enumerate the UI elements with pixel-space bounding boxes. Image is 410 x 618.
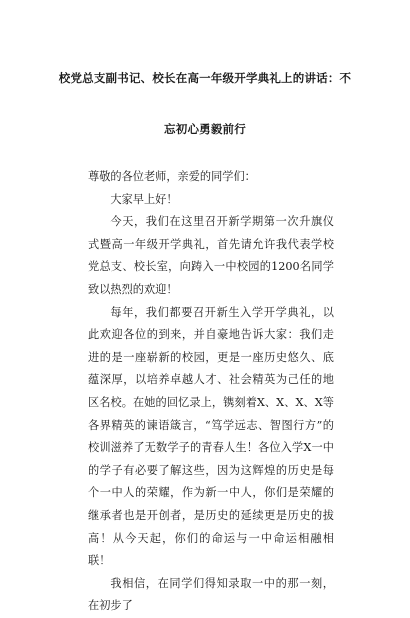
document-title-line-1: 校党总支副书记、校长在高一年级开学典礼上的讲话：不 xyxy=(58,71,352,85)
paragraph-welcome: 今天，我们在这里召开新学期第一次升旗仪式暨高一年级开学典礼，首先请允许我代表学校党总支、校长室，向踌入一中校园的1200名同学致以热烈的欢迎！ xyxy=(88,215,334,296)
paragraph-school-history: 每年，我们都要召开新生入学开学典礼，以此欢迎各位的到来，并自豪地告诉大家：我们走进的是一座崭新的校园，更是一座历史悠久、底蕴深厚，以培养卓越人才、社会精英为己任的地区名校。在她的回忆录上，镌刻着X、X、X、X等各界精英的谏语箴言，“笃学远志、智图行方”的校训滋养了无数学子的青春人生！各位入学X一中的学子有必要了解这些，因为这辉煌的历史是每个一中人的荣耀，作为新一中人，你们是荣耀的继承者也是开创者，是历史的延续更是历史的拔高！从今天起，你们的命运与一中命运相融相联！ xyxy=(88,305,334,568)
salutation: 尊敬的各位老师，亲爱的同学们： xyxy=(88,170,256,183)
paragraph-belief: 我相信，在同学们得知录取一中的那一刻，在初步了 xyxy=(88,576,334,613)
paragraph-greeting: 大家早上好！ xyxy=(110,192,178,206)
document-body xyxy=(88,166,334,618)
document-title-line-2: 忘初心勇毅前行 xyxy=(164,122,246,136)
